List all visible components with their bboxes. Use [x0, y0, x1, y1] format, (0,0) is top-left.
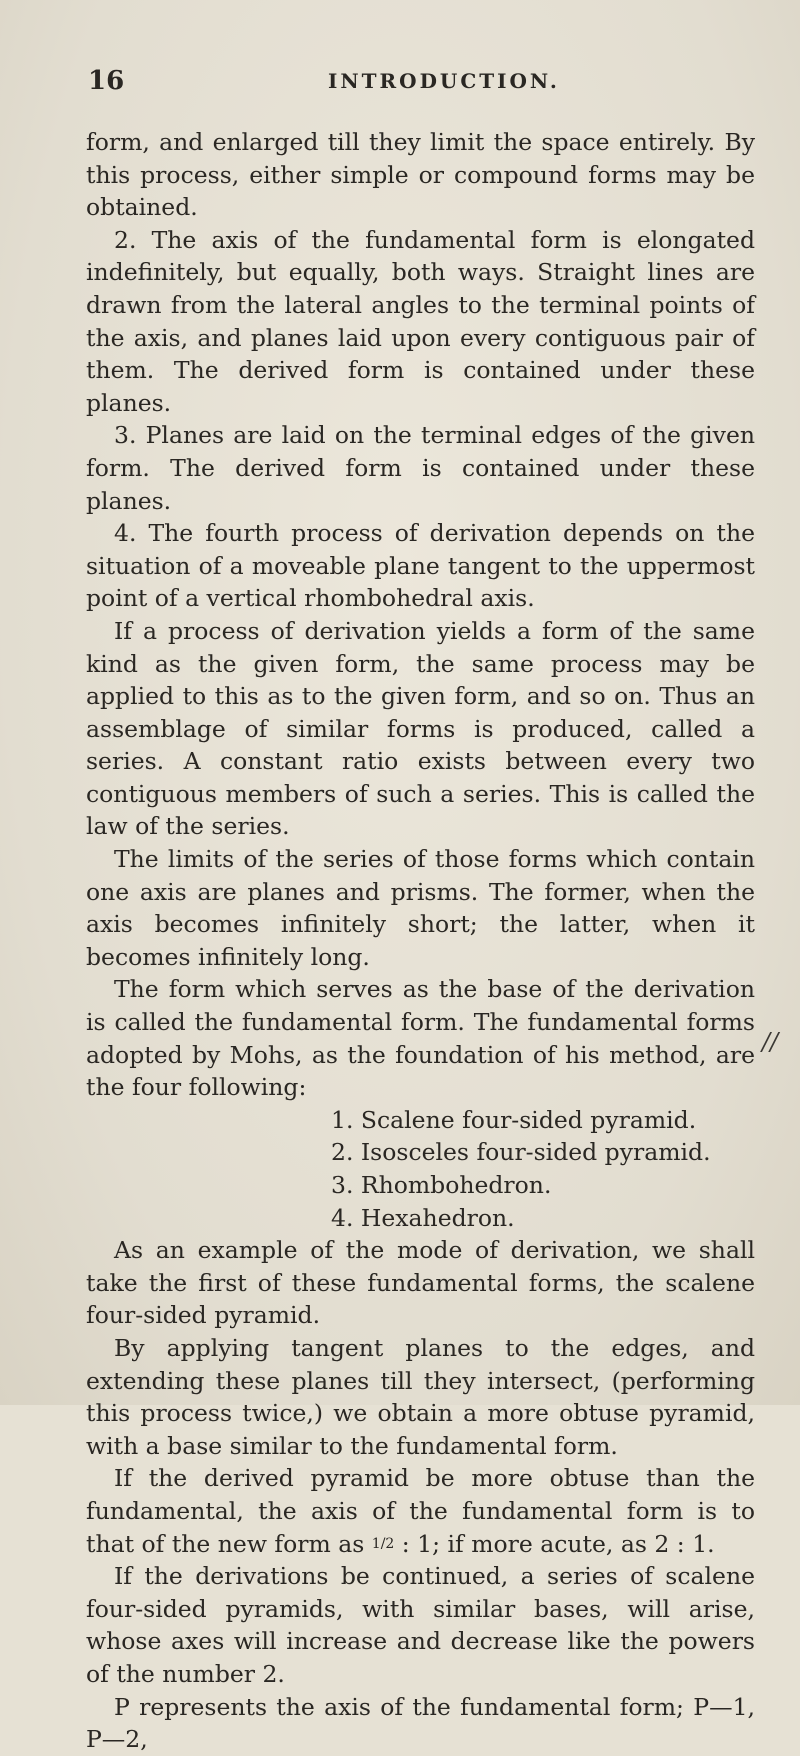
- paragraph-7: The form which serves as the base of the derivation is called the fundamental form. The fundamental forms adopted by Mohs, as the foundation of his method, are the four following:: [86, 975, 755, 1102]
- list-item: 1. Scalene four-sided pyramid.: [331, 1105, 697, 1134]
- paragraph-10: [86, 1462, 755, 1560]
- paragraph-11: If the derivations be continued, a series of scalene four-sided pyramids, with similar bases, will arise, whose axes will increase and decrease like the powers of the number 2.: [86, 1562, 755, 1688]
- list-item: 2. Isosceles four-sided pyramid.: [331, 1138, 711, 1167]
- paragraph-5: If a process of derivation yields a form of the same kind as the given form, the same process may be applied to this as to the given form, and so on. Thus an assemblage of similar forms is produced, called a series. A constant ratio exists between every two contiguous members of such a series. This is called the law of the series.: [86, 616, 755, 841]
- list-item: 3. Rhombohedron.: [331, 1171, 552, 1199]
- fundamental-forms-list: [86, 1104, 755, 1234]
- page-header: [88, 66, 748, 106]
- paragraph-8: As an example of the mode of derivation, we shall take the first of these fundamental forms, the scalene four-sided pyramid.: [86, 1236, 755, 1330]
- page-number: 16: [88, 66, 125, 96]
- paragraph-9: By applying tangent planes to the edges, and extending these planes till they intersect, (performing this process twice,) we obtain a more obtuse pyramid, with a base similar to the fundamental form.: [86, 1333, 755, 1460]
- margin-pencil-mark: //: [762, 1028, 779, 1056]
- paragraph-10-ratio: : 1; if more acute, as 2 : 1.: [401, 1529, 715, 1558]
- paragraph-6: The limits of the series of those forms which contain one axis are planes and prisms. The former, when the axis becomes infinitely short; the latter, when it becomes infinitely long.: [86, 845, 755, 971]
- paragraph-3: 3. Planes are laid on the terminal edges of the given form. The derived form is contained under these planes.: [86, 421, 755, 515]
- paragraph-2: 2. The axis of the fundamental form is elongated indefinitely, but equally, both ways. Straight lines are drawn from the lateral angles to the terminal points of the axis, and planes laid upon every contiguous pair of them. The derived form is contained under these planes.: [86, 225, 755, 417]
- paragraph-1: form, and enlarged till they limit the space entirely. By this process, either simple or compound forms may be obtained.: [86, 128, 755, 222]
- list-item: 4. Hexahedron.: [331, 1203, 515, 1232]
- fraction-half: 1/2: [371, 1535, 395, 1552]
- paragraph-4: 4. The fourth process of derivation depends on the situation of a moveable plane tangent to the uppermost point of a vertical rhombohedral axis.: [86, 519, 755, 613]
- paragraph-12: P represents the axis of the fundamental form; P—1, P—2,: [86, 1692, 755, 1754]
- body-text: [86, 126, 755, 1756]
- paragraph-10-text: If the derived pyramid be more obtuse than the fundamental, the axis of the fundamental form is to that of the new form as: [86, 1464, 755, 1558]
- running-head: INTRODUCTION.: [328, 69, 560, 93]
